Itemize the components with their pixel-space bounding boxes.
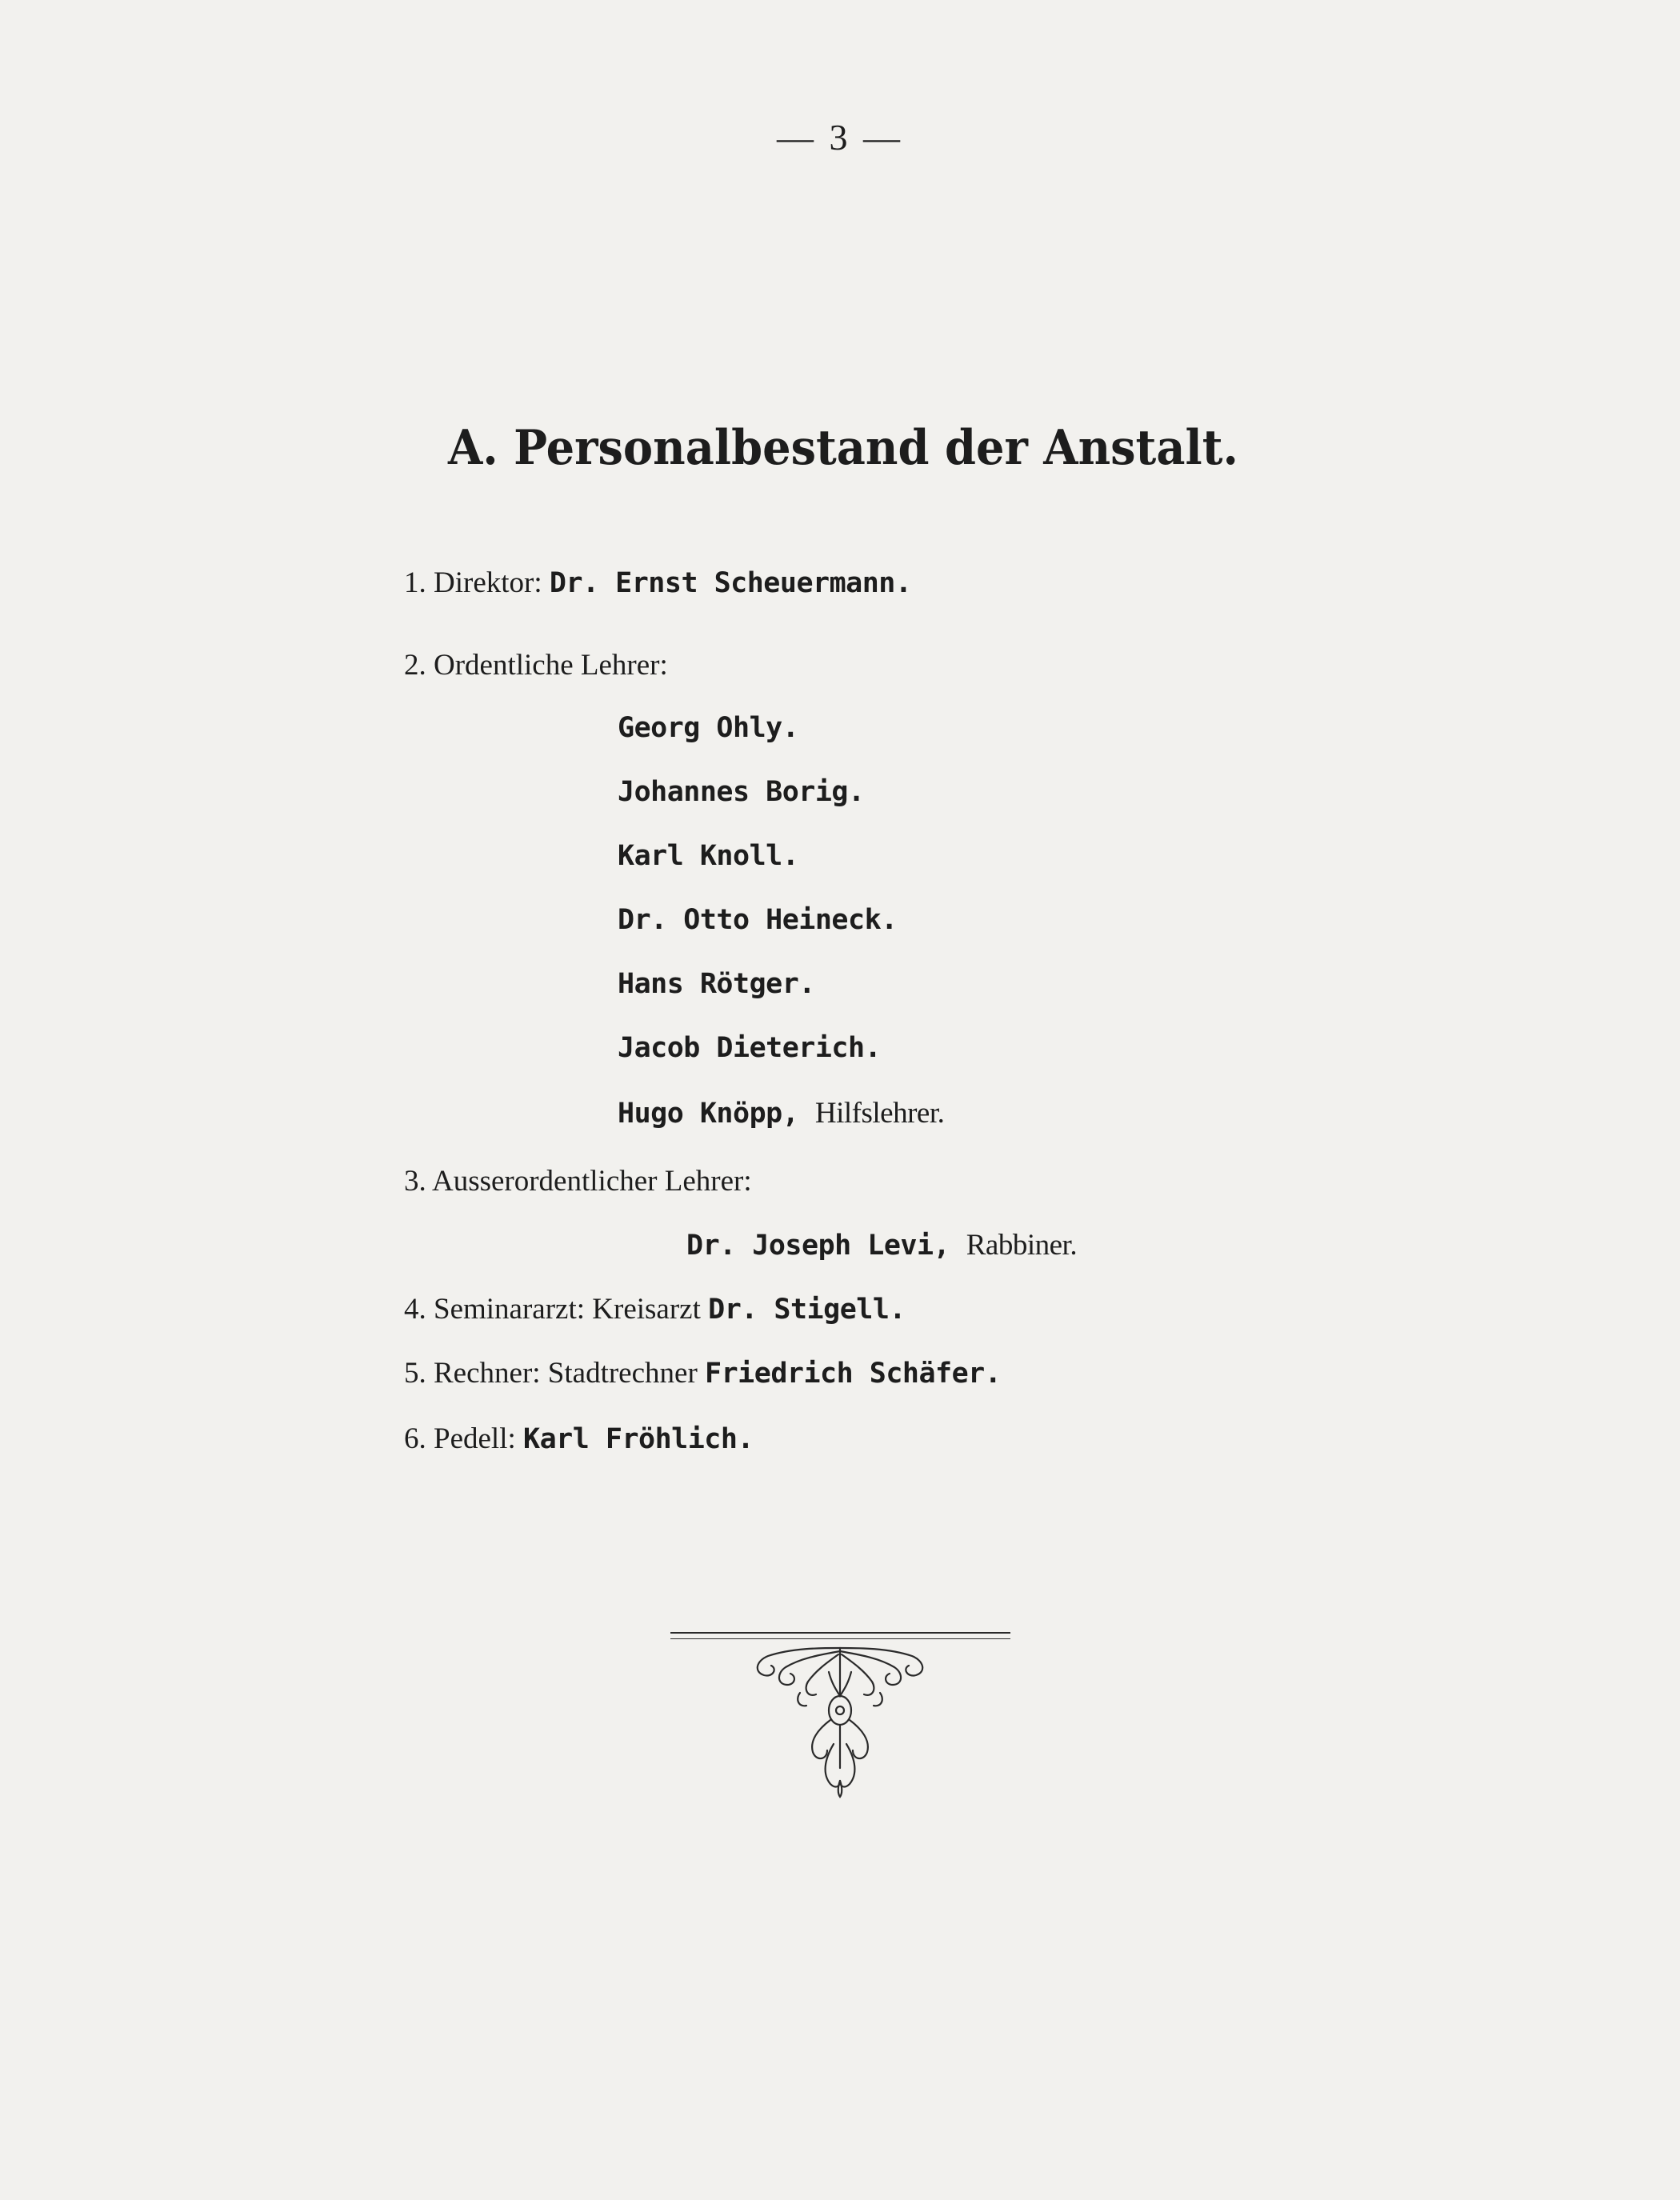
doctor-entry [404,1294,906,1324]
page-number: — 3 — [777,117,903,158]
accountant-entry [404,1358,1001,1388]
janitor-label: Pedell: [434,1422,516,1455]
ornament-icon [744,1640,936,1800]
teachers-number: 2. [404,649,426,682]
doctor-label: Seminararzt: [434,1293,586,1326]
teacher-name: Dr. Otto Heineck. [618,904,898,936]
teacher-name: Georg Ohly. [618,712,799,744]
director-entry [404,568,911,598]
janitor-number: 6. [404,1422,426,1455]
director-name: Dr. Ernst Scheuermann. [549,567,912,599]
assistant-teacher-role: Hilfslehrer. [814,1097,945,1130]
divider-rule [670,1632,1010,1634]
janitor-entry [404,1424,754,1454]
director-number: 1. [404,566,426,599]
extraordinary-teacher-name: Dr. Joseph Levi, [686,1230,950,1262]
teacher-name: Jacob Dieterich. [618,1032,882,1064]
doctor-number: 4. [404,1293,426,1326]
director-label: Direktor: [434,566,542,599]
accountant-label: Rechner: [434,1357,541,1390]
section-heading: A. Personalbestand der Anstalt. [448,420,1238,476]
extraordinary-teacher-entry [404,1166,752,1196]
teacher-name: Johannes Borig. [618,776,865,808]
accountant-number: 5. [404,1357,426,1390]
assistant-teacher-name: Hugo Knöpp, [618,1098,799,1130]
teacher-name: Karl Knoll. [618,840,799,872]
extraordinary-number: 3. [404,1165,426,1198]
teacher-name: Hans Rötger. [618,968,815,1000]
doctor-name: Dr. Stigell. [708,1294,906,1326]
divider-rule [670,1638,1010,1639]
extraordinary-label: Ausserordentlicher Lehrer: [431,1165,752,1198]
teachers-label: Ordentliche Lehrer: [434,649,668,682]
doctor-title: Kreisarzt [592,1293,701,1326]
accountant-name: Friedrich Schäfer. [705,1358,1002,1390]
janitor-name: Karl Fröhlich. [523,1423,754,1455]
accountant-title: Stadtrechner [547,1357,698,1390]
teachers-entry [404,650,668,680]
assistant-teacher [618,1098,944,1128]
extraordinary-teacher [686,1230,1077,1260]
extraordinary-teacher-role: Rabbiner. [966,1229,1078,1262]
